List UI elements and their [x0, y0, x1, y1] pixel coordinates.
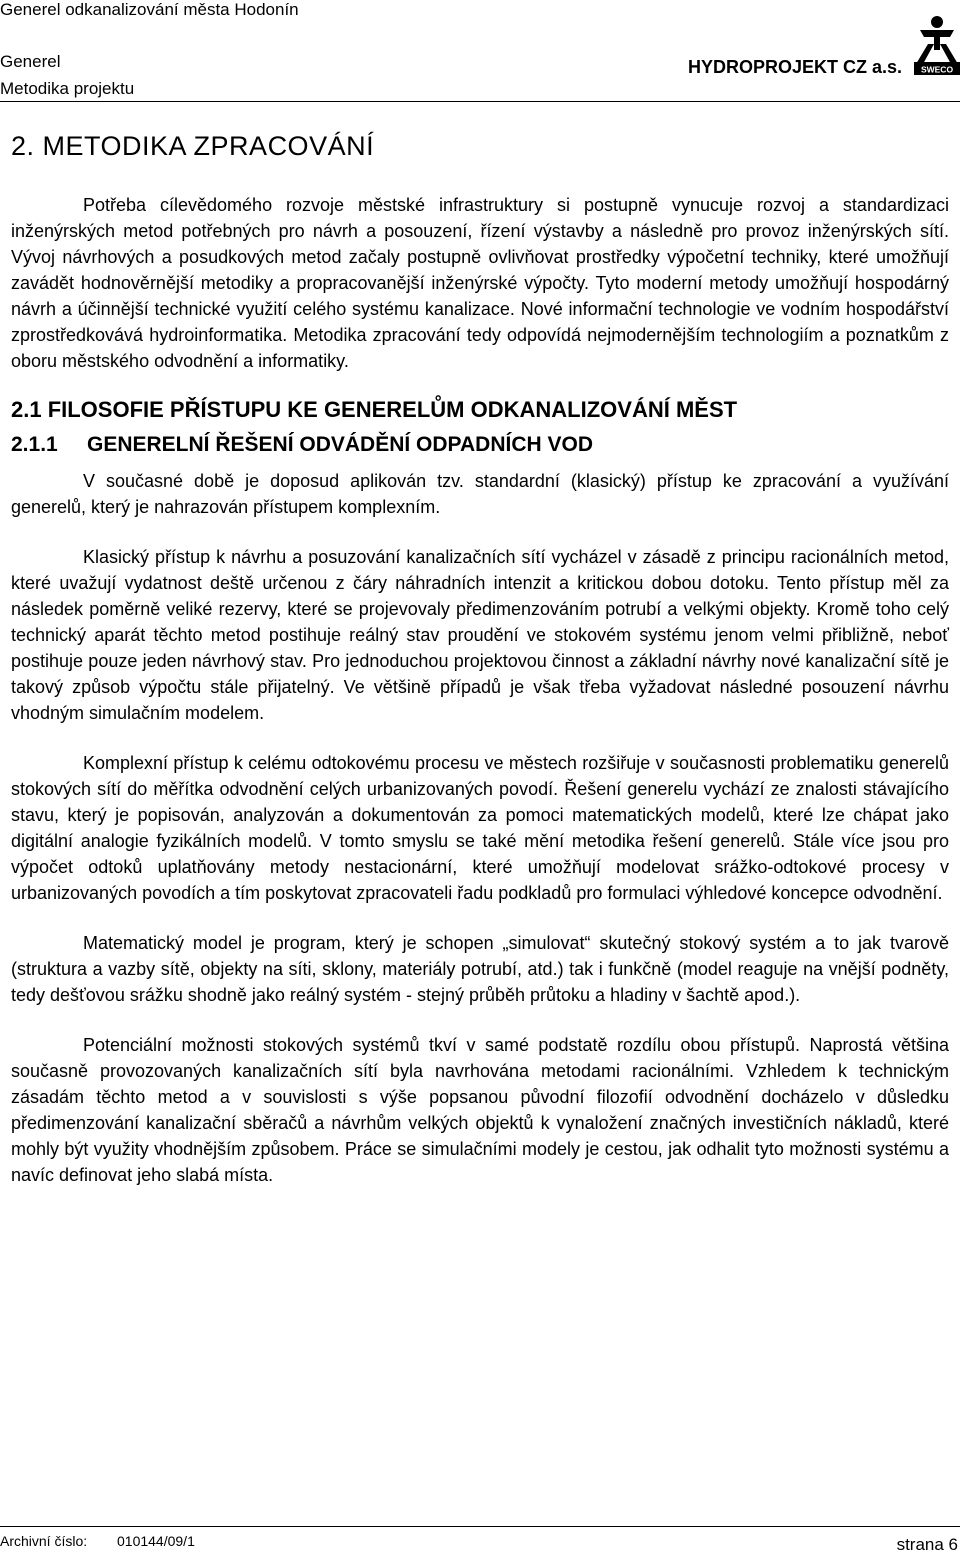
footer-divider [0, 1526, 960, 1527]
header-divider [0, 101, 960, 102]
document-body [11, 126, 949, 1188]
svg-text:SWECO: SWECO [920, 64, 954, 75]
section-heading: 2.1 FILOSOFIE PŘÍSTUPU KE GENERELŮM ODKANALIZOVÁNÍ MĚST [11, 397, 738, 422]
archive-number-label: Archivní číslo: [0, 1533, 88, 1549]
company-name: HYDROPROJEKT CZ a.s. [688, 57, 903, 77]
subsection-title: GENERELNÍ ŘEŠENÍ ODVÁDĚNÍ ODPADNÍCH VOD [87, 433, 593, 456]
page-number: strana 6 [896, 1535, 958, 1554]
document-title: Generel odkanalizování města Hodonín [0, 0, 299, 19]
body-paragraph: Klasický přístup k návrhu a posuzování kanalizačních sítí vycházel v zásadě z principu racionálních metod, které uvažují vydatnost deště určenou z čáry náhradních intenzit a kritickou dobou dotoku. Tento přístup měl za následek poměrně veliké rezervy, které se projevovaly předimenzováním potrubí a velkými objekty. Kromě toho celý technický aparát těchto metod postihuje reálný stav proudění ve stokovém systému jenom velmi přibližně, neboť postihuje pouze jeden návrhový stav. Pro jednoduchou projektovou činnost a základní návrhy nové kanalizační sítě je takový způsob výpočtu stále přijatelný. Ve většině případů je však třeba vyžadovat následné posouzení návrhu vhodným simulačním modelem. [11, 547, 949, 723]
sweco-logo-icon [914, 14, 960, 76]
body-paragraph: V současné době je doposud aplikován tzv. standardní (klasický) přístup ke zpracování a využívání generelů, který je nahrazován přístupem komplexním. [11, 471, 949, 517]
chapter-heading: 2. METODIKA ZPRACOVÁNÍ [11, 131, 375, 161]
subsection-number: 2.1.1 [11, 433, 58, 456]
subsection-heading [11, 430, 949, 460]
intro-paragraph: Potřeba cílevědomého rozvoje městské infrastruktury si postupně vynucuje rozvoj a standardizaci inženýrských metod potřebných pro návrh a posouzení, řízení výstavby a následně pro provoz inženýrských sítí. Vývoj návrhových a posudkových metod začaly postupně ovlivňovat prostředky výpočetní techniky, které umožňují zavádět hodnověrnější metodiky a propracovanější inženýrské výpočty. Tyto moderní metody umožňují hospodárný návrh a účinnější technické využití celého systému kanalizace. Nové informační technologie ve vodním hospodářství zprostředkovává hydroinformatika. Metodika zpracování tedy odpovídá nejmodernějším technologiím a poznatkům z oboru městského odvodnění a informatiky. [11, 195, 949, 371]
archive-number-value: 010144/09/1 [117, 1533, 195, 1549]
header-generel-label: Generel [0, 52, 61, 71]
header-section-label: Metodika projektu [0, 79, 135, 98]
body-paragraph: Potenciální možnosti stokových systémů tkví v samé podstatě rozdílu obou přístupů. Naprostá většina současně provozovaných kanalizačních sítí byla navrhována metodami racionálními. Vzhledem k technickým zásadám těchto metod a v souvislosti s výše popsanou původní filozofií odvodnění docházelo v důsledku předimenzování kanalizační sběračů a návrhům velkých objektů k vynaložení značných investičních nákladů, které mohly být využity vhodnějším způsobem. Práce se simulačními modely je cestou, jak odhalit tyto možnosti systému a navíc definovat jeho slabá místa. [11, 1035, 949, 1185]
body-paragraph: Matematický model je program, který je schopen „simulovat“ skutečný stokový systém a to jak tvarově (struktura a vazby sítě, objekty na síti, sklony, materiály potrubí, atd.) tak i funkčně (model reaguje na vnější podněty, tedy dešťovou srážku shodně jako reálný systém - stejný průběh průtoku a hladiny v šachtě apod.). [11, 933, 949, 1005]
body-paragraph: Komplexní přístup k celému odtokovému procesu ve městech rozšiřuje v současnosti problematiku generelů stokových sítí do měřítka odvodnění celých urbanizovaných povodí. Řešení generelu vychází ze znalosti stávajícího stavu, který je popisován, analyzován a dokumentován za pomoci matematických modelů, které lze chápat jako digitální analogie fyzikálních modelů. V tomto smyslu se také mění metodika řešení generelů. Stále více jsou pro výpočet odtoků uplatňovány metody nestacionární, které umožňují modelovat srážko-odtokové procesy v urbanizovaných povodích a tím poskytovat zpracovateli řadu podkladů pro formulaci výhledové koncepce odvodnění. [11, 753, 949, 903]
